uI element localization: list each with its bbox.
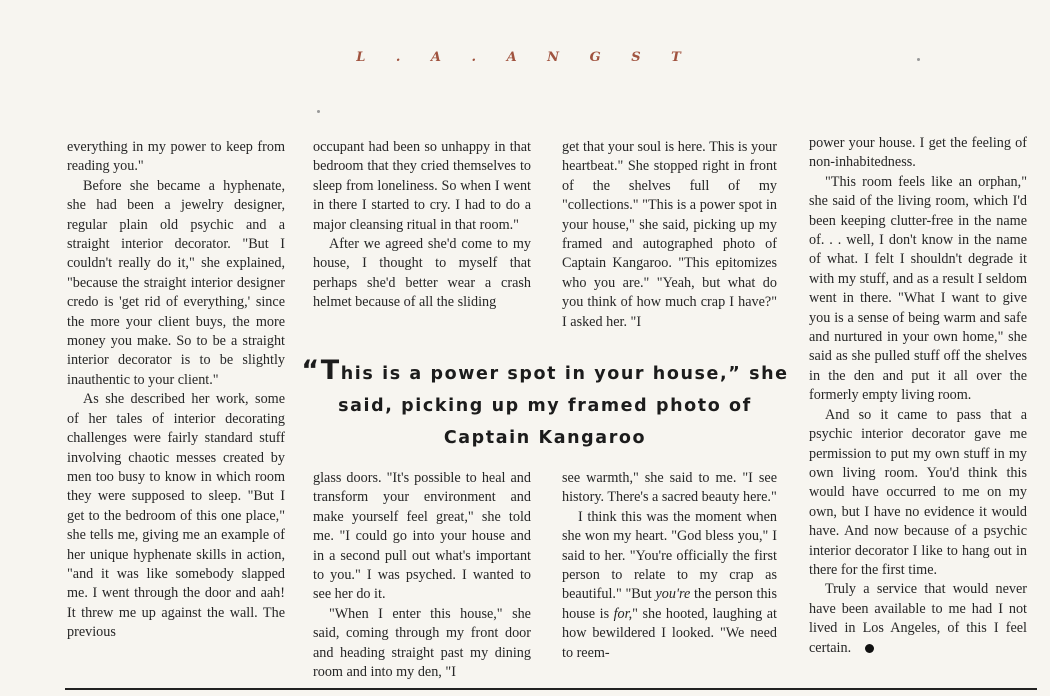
column-2-top xyxy=(313,138,531,313)
paragraph: "This room feels like an orphan," she said of the living room, which I'd been keeping clutter-free in the name of. . . well, I don't know in the name of what. I felt I shouldn't degrade it with my stuff, and as a result I seldom went in there. "What I want to give you is a sense of being warm and safe and nurtured in your own home," she said as she pulled stuff off the shelves in the den and put it all over the formerly empty living room. xyxy=(809,173,1027,404)
print-speck xyxy=(317,110,320,113)
pull-quote-initial: “T xyxy=(301,355,341,386)
bottom-rule xyxy=(65,688,1037,690)
paragraph xyxy=(809,580,1027,658)
column-2-bottom xyxy=(313,469,531,682)
emphasis: for, xyxy=(613,605,633,622)
pull-quote-text: his is a power spot in your house,” she said, picking up my framed photo of Captain Kangaroo xyxy=(338,364,789,448)
column-3-top xyxy=(562,138,777,332)
column-4 xyxy=(809,134,1027,658)
pull-quote xyxy=(300,355,790,454)
running-header: L . A . A N G S T xyxy=(356,50,694,65)
paragraph: power your house. I get the feeling of non-inhabitedness. xyxy=(809,135,1027,171)
paragraph: glass doors. "It's possible to heal and transform your environment and make yourself feel great," she told me. "I could go into your house and in a second pull out what's important to you." I was psyched. I wanted to see her do it. xyxy=(313,470,531,603)
print-speck xyxy=(917,58,920,61)
paragraph: "When I enter this house," she said, coming through my front door and heading straight past my dining room and into my den, "I xyxy=(313,605,531,681)
column-1 xyxy=(67,138,285,643)
paragraph: And so it came to pass that a psychic interior decorator gave me permission to put my own stuff in my own living room. You'd think this would have occurred to me on my own, but I have no evidence it would have. And now because of a psychic interior decorator I like to hang out in there for the first time. xyxy=(809,406,1027,578)
paragraph: occupant had been so unhappy in that bedroom that they cried themselves to sleep from loneliness. So when I went in there I started to cry. I had to do a major cleansing ritual in that room." xyxy=(313,139,531,233)
paragraph: Before she became a hyphenate, she had been a jewelry designer, regular plain old psychic and a straight interior decorator. "But I couldn't really do it," she explained, "because the straight interior designer credo is 'get rid of everything,' since the more your client buys, the more money you make. So to be a straight interior decorator is to be slightly inauthentic to your client." xyxy=(67,177,285,388)
paragraph: everything in my power to keep from reading you." xyxy=(67,139,285,175)
column-3-bottom xyxy=(562,469,777,663)
paragraph: see warmth," she said to me. "I see history. There's a sacred beauty here." xyxy=(562,470,777,506)
end-mark-icon xyxy=(865,644,874,653)
text-run: the person this house is xyxy=(562,586,778,622)
text-run: Truly a service that would never have been available to me had I not lived in Los Angeles, of this I feel certain. xyxy=(809,581,1027,656)
paragraph: After we agreed she'd come to my house, I thought to myself that perhaps she'd better wear a crash helmet because of all the sliding xyxy=(313,236,531,311)
text-run: I think this was the moment when she won my heart. "God bless you," I said to her. "You're officially the first person to relate to my crap as beautiful." "But xyxy=(562,508,777,603)
text-run: " she hooted, laughing at how bewildered I looked. "We need to reem- xyxy=(562,605,777,661)
paragraph: get that your soul is here. This is your heartbeat." She stopped right in front of the shelves full of my "collections." "This is a power spot in your house," she said, picking up my framed and autographed photo of Captain Kangaroo. "This epitomizes who you are." "Yeah, but what do you think of how much crap I have?" I asked her. "I xyxy=(562,139,777,330)
paragraph xyxy=(562,508,777,663)
emphasis: you're xyxy=(655,586,691,603)
paragraph: As she described her work, some of her tales of interior decorating challenges were fairly standard stuff involving chaotic messes created by men too busy to know in which room they were supposed to sleep. "But I get to the bedroom of this one place," she tells me, giving me an example of her unique hyphenate skills in action, "and it was like somebody slapped me. I went through the door and aah! It threw me up against the wall. The previous xyxy=(67,391,285,641)
